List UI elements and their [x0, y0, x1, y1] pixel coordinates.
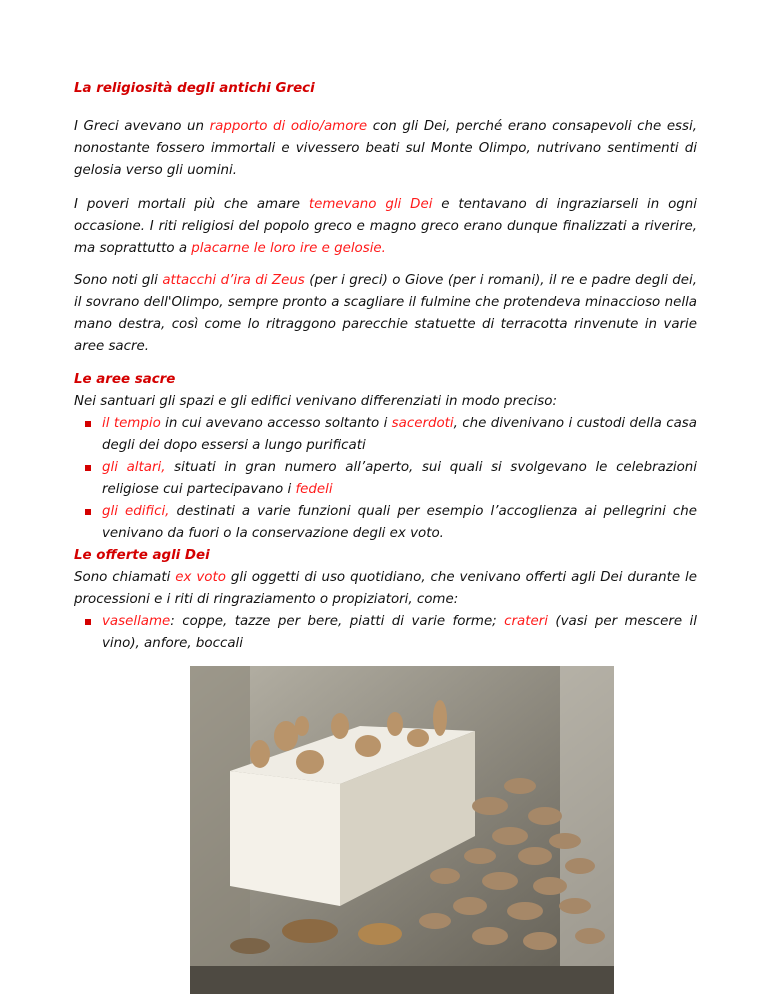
- list-item: [74, 457, 697, 501]
- text: e tentavano di ingraziarseli in ogni occasione. I riti religiosi del popolo greco e magno greco erano dunque finalizzati a riverire, ma soprattutto a: [74, 197, 698, 256]
- highlight-placarne: placarne le loro ire e gelosie.: [191, 241, 386, 256]
- section-offerte: [74, 545, 697, 655]
- paragraph-temevano: [74, 194, 697, 260]
- text: I poveri mortali più che amare: [74, 197, 309, 212]
- term: vasellame: [102, 614, 171, 629]
- bullet-list: [74, 611, 697, 655]
- museum-display-photo: [190, 666, 614, 994]
- text: situati in gran numero all’aperto, sui quali si svolgevano le celebrazioni religiose cui partecipavano i: [102, 460, 697, 497]
- text: I Greci avevano un: [74, 119, 210, 134]
- list-item: [74, 501, 697, 545]
- text: (per i greci) o Giove (per i romani), il re e padre degli dei, il sovrano dell'Olimpo, sempre pronto a scagliare il fulmine che protendeva minaccioso nella mano destra, così come lo ritraggono parecchie statuette di terracotta rinvenute in varie aree sacre.: [74, 273, 697, 354]
- text: , che divenivano i custodi della casa degli dei dopo essersi a lungo purificati: [102, 416, 697, 453]
- text: (vasi per mescere il vino), anfore, boccali: [102, 614, 697, 651]
- term: gli edifici,: [102, 504, 170, 519]
- highlight-odio-amore: rapporto di odio/amore: [209, 119, 368, 134]
- text: : coppe, tazze per bere, piatti di varie forme;: [170, 614, 505, 629]
- highlight-zeus: attacchi d’ira di Zeus: [162, 273, 305, 288]
- list-item: [74, 611, 697, 655]
- section-aree-sacre: [74, 369, 697, 545]
- document-title: La religiosità degli antichi Greci: [74, 81, 315, 96]
- term: sacerdoti: [391, 416, 454, 431]
- term: fedeli: [295, 482, 333, 497]
- bullet-list: [74, 413, 697, 545]
- term: ex voto: [175, 570, 226, 585]
- paragraph-zeus: [74, 270, 697, 358]
- text: destinati a varie funzioni quali per esempio l’accoglienza ai pellegrini che venivano da fuori o la conservazione degli ex voto.: [102, 504, 697, 541]
- text: con gli Dei, perché erano consapevoli che essi, nonostante fossero immortali e vivessero beati sul Monte Olimpo, nutrivano sentimenti di gelosia verso gli uomini.: [74, 119, 697, 178]
- paragraph-odio-amore: [74, 116, 697, 182]
- section-intro: [74, 567, 697, 611]
- term: crateri: [504, 614, 548, 629]
- term: il tempio: [102, 416, 161, 431]
- text: in cui avevano accesso soltanto i: [160, 416, 392, 431]
- section-intro: Nei santuari gli spazi e gli edifici venivano differenziati in modo preciso:: [74, 394, 557, 409]
- text: gli oggetti di uso quotidiano, che venivano offerti agli Dei durante le processioni e i riti di ringraziamento o propiziatori, come:: [74, 570, 698, 607]
- text: Sono chiamati: [74, 570, 176, 585]
- photo-illustration: [190, 666, 614, 994]
- list-item: [74, 413, 697, 457]
- highlight-temevano: temevano gli Dei: [308, 197, 433, 212]
- term: gli altari,: [102, 460, 166, 475]
- text: Sono noti gli: [74, 273, 163, 288]
- section-heading: Le offerte agli Dei: [74, 548, 210, 563]
- section-heading: Le aree sacre: [74, 372, 176, 387]
